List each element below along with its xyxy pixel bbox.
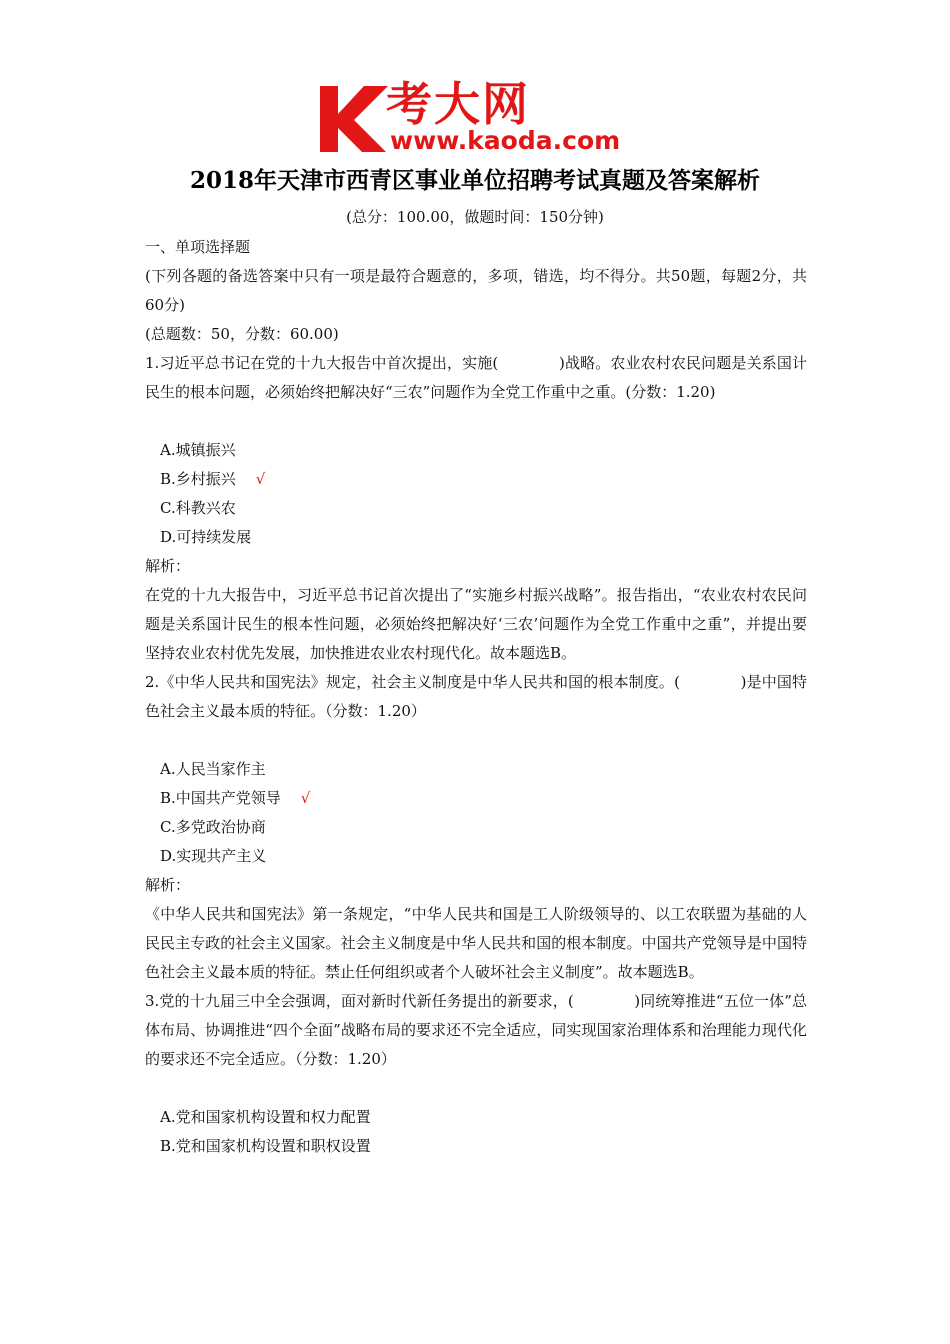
question-3-option-a: A.党和国家机构设置和权力配置 (160, 1108, 371, 1126)
question-3-stem: 3.党的十九届三中全会强调，面对新时代新任务提出的新要求，( )同统筹推进“五位一体”总体布局、协调推进“四个全面”战略布局的要求还不完全适应，同实现国家治理体系和治理能力现代化的要求还不完全适应。（分数：1.20） (145, 992, 807, 1068)
page-title: 2018年天津市西青区事业单位招聘考试真题及答案解析 (189, 167, 760, 194)
option-label: B.中国共产党领导 (160, 789, 281, 807)
section-heading: 一、单项选择题 (145, 238, 251, 256)
correct-check-icon: √ (255, 470, 266, 488)
question-1-option-a: A.城镇振兴 (160, 441, 236, 459)
question-1-option-d: D.可持续发展 (160, 528, 252, 546)
question-2-stem: 2.《中华人民共和国宪法》规定，社会主义制度是中华人民共和国的根本制度。( )是中国特色社会主义最本质的特征。（分数：1.20） (145, 673, 807, 720)
option-label: B.乡村振兴 (160, 470, 236, 488)
kaoda-logo (316, 78, 646, 158)
question-1-analysis: 在党的十九大报告中，习近平总书记首次提出了“实施乡村振兴战略”。报告指出，“农业农村农民问题是关系国计民生的根本性问题，必须始终把解决好‘三农’问题作为全党工作重中之重”，并提出要坚持农业农村优先发展，加快推进农业农村现代化。故本题选B。 (145, 586, 807, 662)
logo-url: www.kaoda.com (390, 126, 621, 155)
correct-check-icon: √ (300, 789, 311, 807)
exam-meta: (总分：100.00，做题时间：150分钟) (346, 208, 604, 226)
question-2-option-d: D.实现共产主义 (160, 847, 267, 865)
question-1-option-b (145, 465, 807, 494)
question-2-option-c: C.多党政治协商 (160, 818, 266, 836)
question-3-option-b: B.党和国家机构设置和职权设置 (160, 1137, 371, 1155)
question-2-analysis: 《中华人民共和国宪法》第一条规定，“中华人民共和国是工人阶级领导的、以工农联盟为基础的人民民主专政的社会主义国家。社会主义制度是中华人民共和国的根本制度。中国共产党领导是中国特色社会主义最本质的特征。禁止任何组织或者个人破坏社会主义制度”。故本题选B。 (145, 905, 807, 981)
question-1-analysis-label: 解析： (145, 557, 191, 575)
section-note: (下列各题的备选答案中只有一项是最符合题意的，多项，错选，均不得分。共50题，每题2分，共60分) (145, 267, 807, 314)
section-stats: (总题数：50，分数：60.00) (145, 325, 339, 343)
question-2-option-a: A.人民当家作主 (160, 760, 266, 778)
question-2-option-b (145, 784, 807, 813)
question-1-stem: 1.习近平总书记在党的十九大报告中首次提出，实施( )战略。农业农村农民问题是关系国计民生的根本问题，必须始终把解决好“三农”问题作为全党工作重中之重。(分数：1.20) (145, 354, 807, 401)
k-logo-icon (316, 84, 390, 154)
logo-brand-name: 考大网 (386, 77, 530, 131)
question-1-option-c: C.科教兴农 (160, 499, 236, 517)
question-2-analysis-label: 解析： (145, 876, 191, 894)
exam-content (145, 233, 807, 1161)
